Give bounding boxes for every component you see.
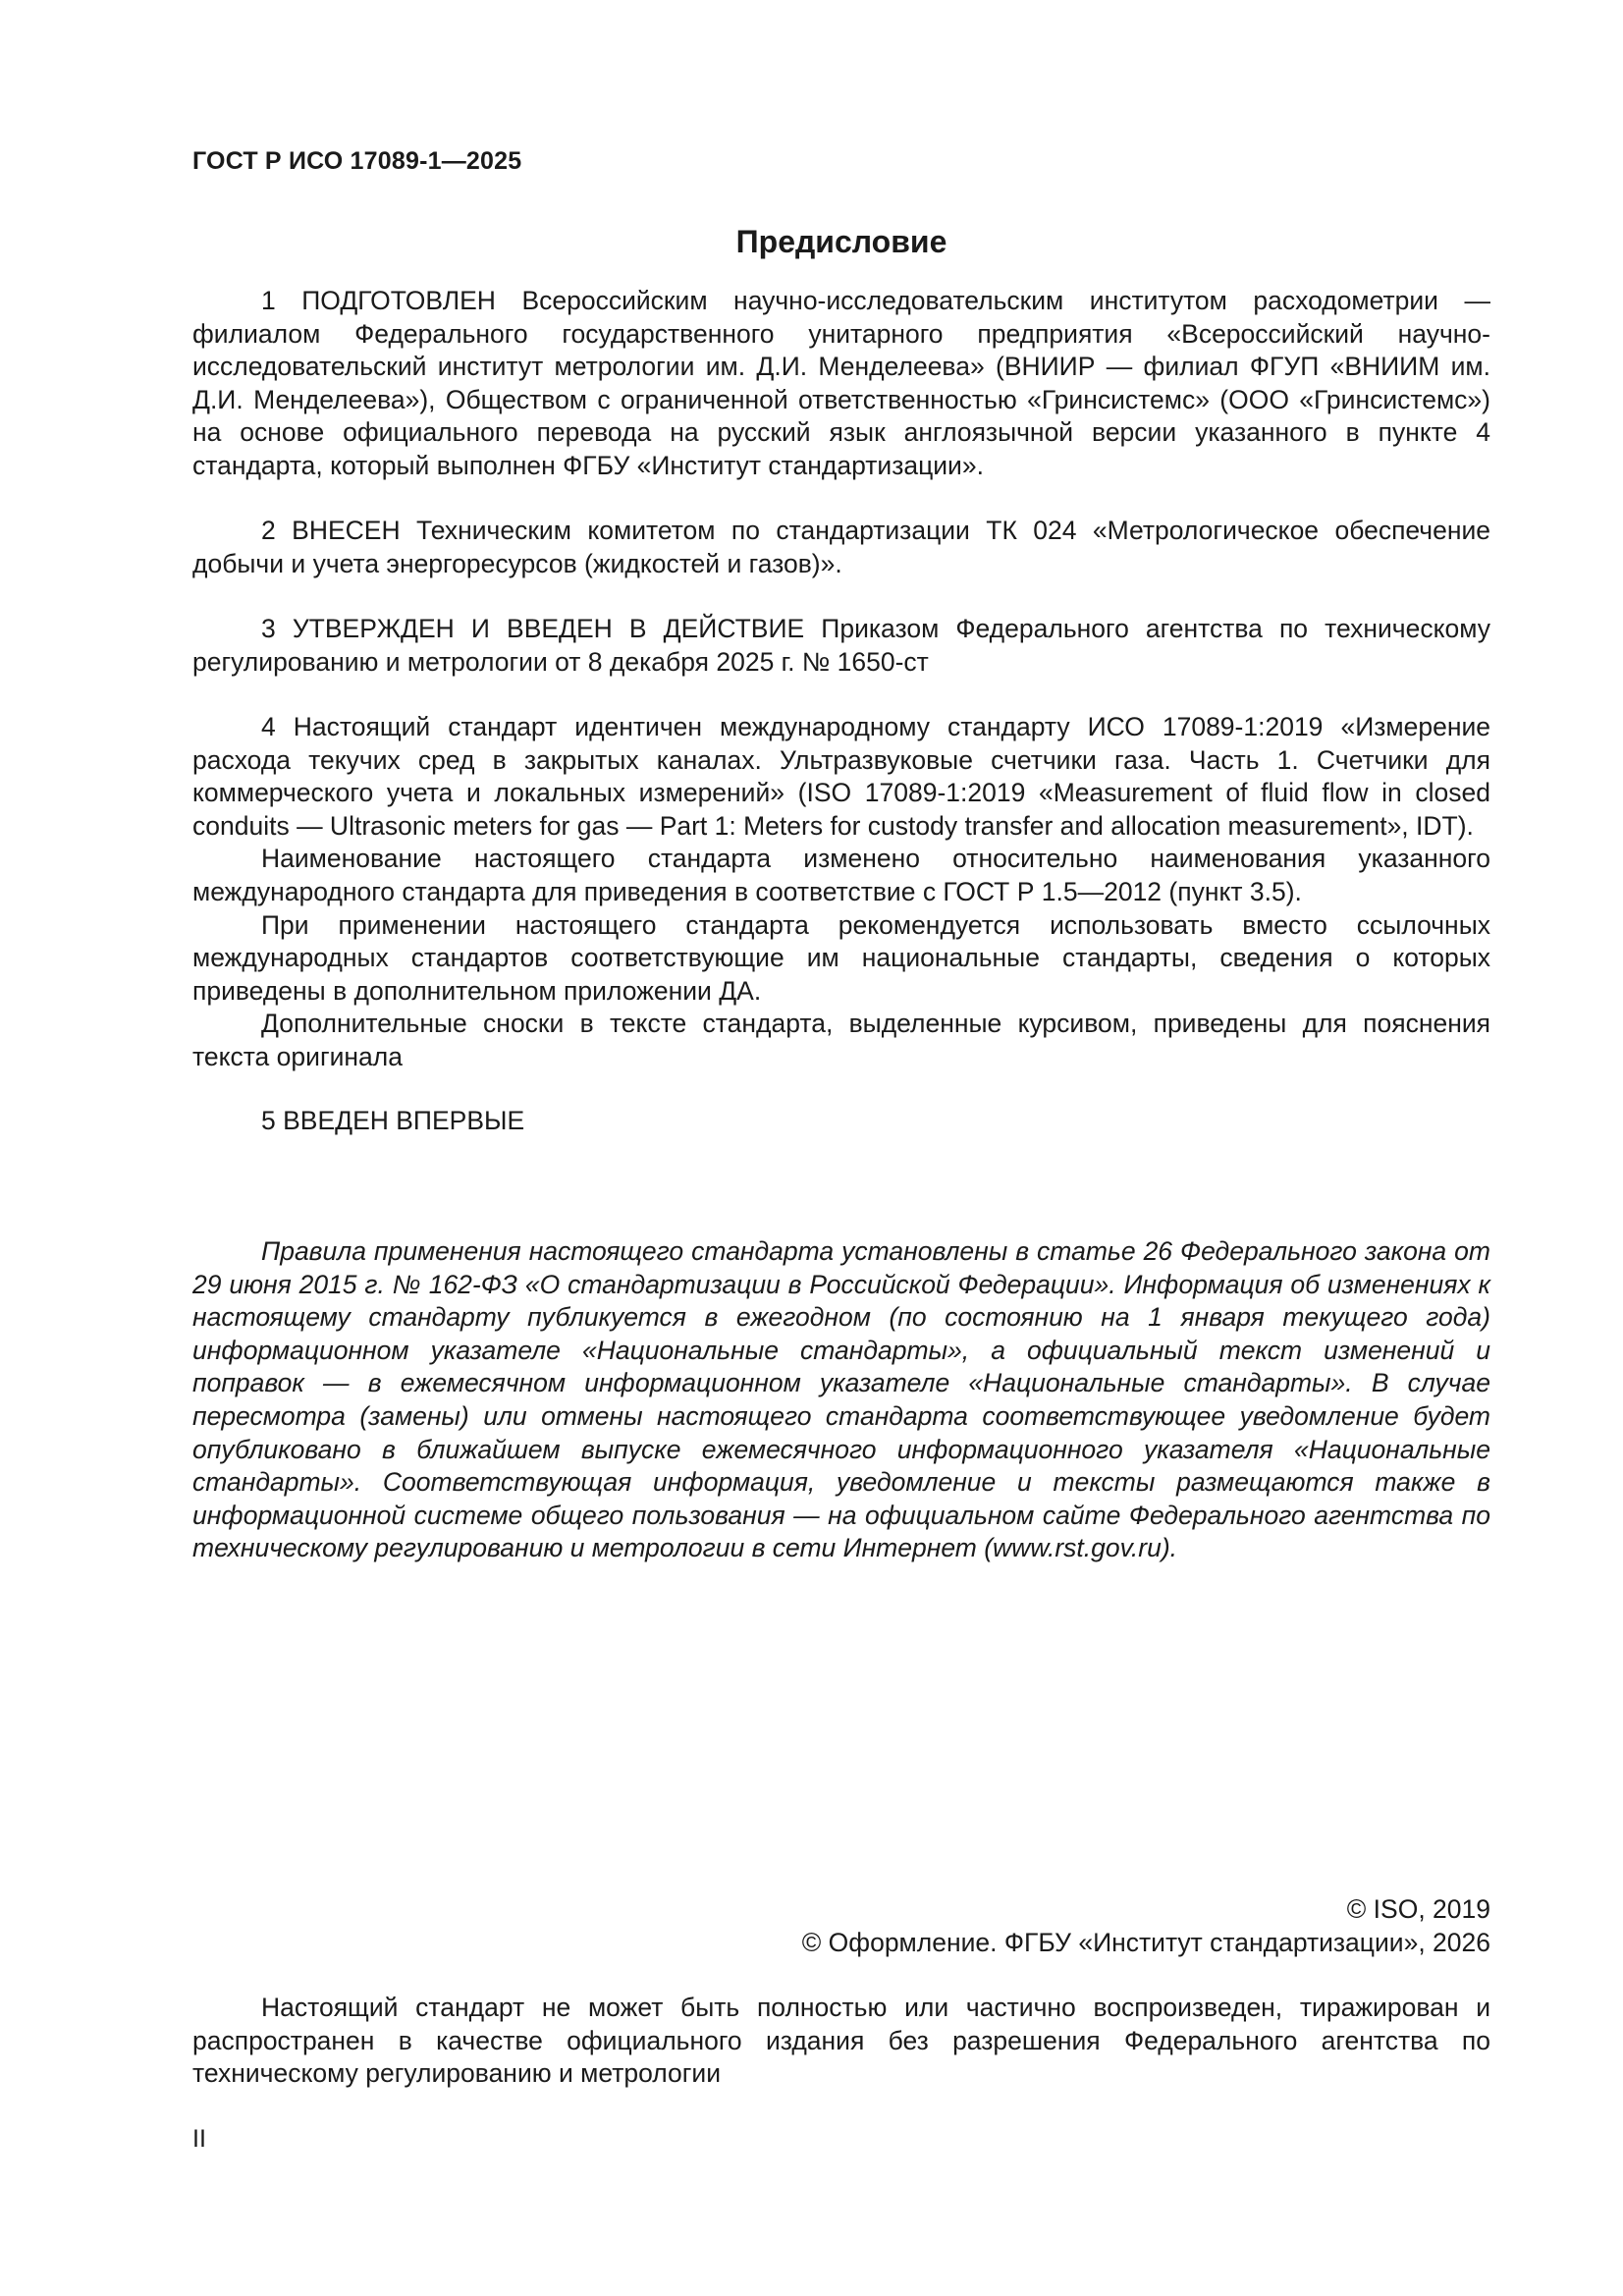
document-code-header: ГОСТ Р ИСО 17089-1—2025 — [192, 147, 522, 175]
page-number: II — [192, 2125, 206, 2153]
rules-notice-text: Правила применения настоящего стандарта установлены в статье 26 Федерального закона от 29 июня 2015 г. № 162-ФЗ «О стандартизации в Российской Федерации». Информация об изменениях к настоящему стандарту публикуется в ежегодном (по состоянию на 1 января текущего года) информационном указателе «Национальные стандарты», а официальный текст изменений и поправок — в ежемесячном информационном указателе «Национальные стандарты». В случае пересмотра (замены) или отмены настоящего стандарта соответствующее уведомление будет опубликовано в ближайшем выпуске ежемесячного информационного указателя «Национальные стандарты». Соответствующая информация, уведомление и тексты размещаются также в информационной системе общего пользования — на официальном сайте Федерального агентства по техническому регулированию и метрологии в сети Интернет (www.rst.gov.ru). — [192, 1236, 1490, 1563]
copyright-block — [192, 1893, 1490, 1959]
page-title: Предисловие — [735, 224, 947, 259]
section-2-text: 2 ВНЕСЕН Техническим комитетом по стандартизации ТК 024 «Метрологическое обеспечение добычи и учета энергоресурсов (жидкостей и газов)». — [192, 516, 1490, 578]
section-4-paragraph-2: Наименование настоящего стандарта изменено относительно наименования указанного международного стандарта для приведения в соответствие с ГОСТ Р 1.5—2012 (пункт 3.5). — [192, 844, 1490, 906]
section-4-paragraph-3: При применении настоящего стандарта рекомендуется использовать вместо ссылочных международных стандартов соответствующие им национальные стандарты, сведения о которых приведены в дополнительном приложении ДА. — [192, 909, 1490, 1006]
reproduction-notice — [192, 1992, 1490, 2091]
reproduction-notice-text: Настоящий стандарт не может быть полностью или частично воспроизведен, тиражирован и распространен в качестве официального издания без разрешения Федерального агентства по техническому регулированию и метрологии — [192, 1993, 1490, 2089]
section-4 — [192, 711, 1490, 1074]
section-4-paragraph-1: 4 Настоящий стандарт идентичен международному стандарту ИСО 17089-1:2019 «Измерение расхода текучих сред в закрытых каналах. Ультразвуковые счетчики газа. Часть 1. Счетчики для коммерческого учета и локальных измерений» (ISO 17089-1:2019 «Measurement of fluid flow in closed conduits — Ultrasonic meters for gas — Part 1: Meters for custody transfer and allocation measurement», IDT). — [192, 712, 1490, 841]
section-5-text: 5 ВВЕДЕН ВПЕРВЫЕ — [261, 1106, 525, 1135]
section-2 — [192, 515, 1490, 580]
rules-notice — [192, 1235, 1490, 1565]
section-4-paragraph-4: Дополнительные сноски в тексте стандарта, выделенные курсивом, приведены для пояснения текста оригинала — [192, 1009, 1490, 1071]
section-3 — [192, 613, 1490, 679]
section-1 — [192, 285, 1490, 483]
copyright-design: © Оформление. ФГБУ «Институт стандартизации», 2026 — [801, 1927, 1490, 1957]
copyright-iso: © ISO, 2019 — [1346, 1894, 1490, 1924]
section-5 — [192, 1105, 1490, 1138]
section-1-text: 1 ПОДГОТОВЛЕН Всероссийским научно-исследовательским институтом расходометрии — филиалом Федерального государственного унитарного предприятия «Всероссийский научно-исследовательский институт метрологии им. Д.И. Менделеева» (ВНИИР — филиал ФГУП «ВНИИМ им. Д.И. Менделеева»), Обществом с ограниченной ответственностью «Гринсистемс» (ООО «Гринсистемс») на основе официального перевода на русский язык англоязычной версии указанного в пункте 4 стандарта, который выполнен ФГБУ «Институт стандартизации». — [192, 286, 1490, 480]
section-3-text: 3 УТВЕРЖДЕН И ВВЕДЕН В ДЕЙСТВИЕ Приказом Федерального агентства по техническому регулированию и метрологии от 8 декабря 2025 г. № 1650-ст — [192, 614, 1490, 677]
